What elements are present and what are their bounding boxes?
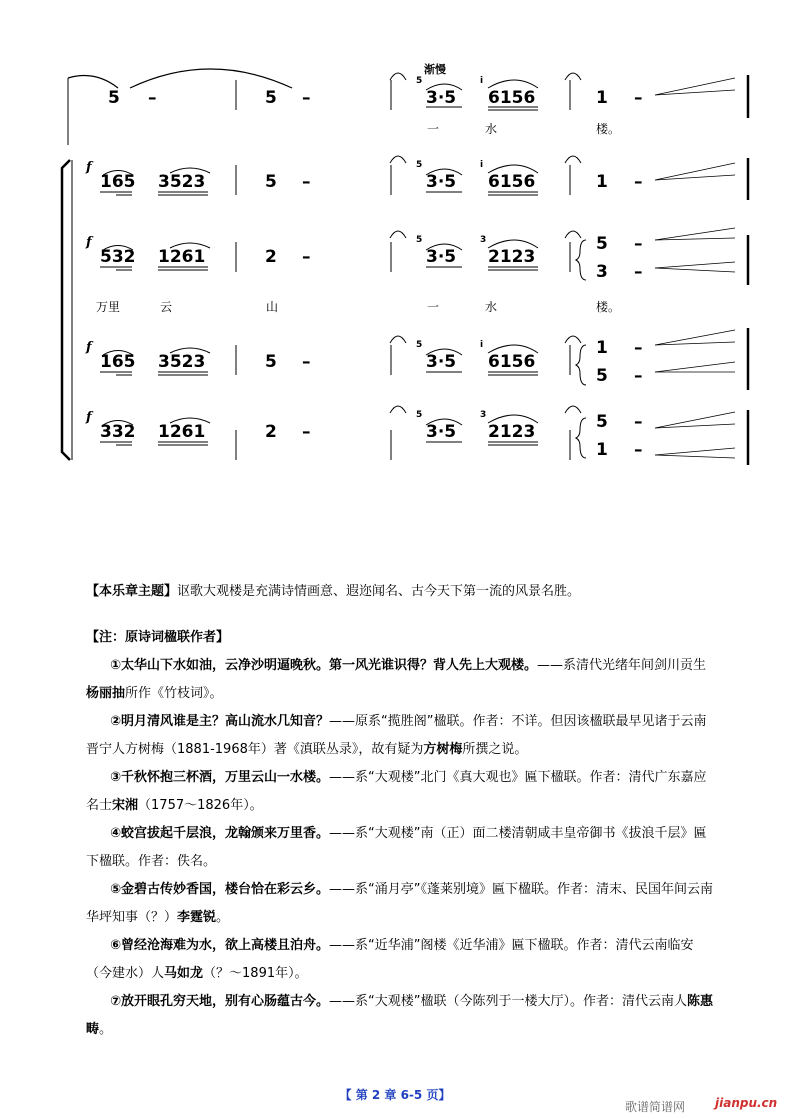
- lyric: 水: [485, 300, 498, 314]
- dash: –: [634, 262, 643, 282]
- note: 5: [596, 412, 608, 432]
- note-group: 3·5: [426, 352, 457, 372]
- note-group: 2123: [488, 422, 536, 442]
- grace-note: 5: [416, 340, 423, 350]
- page-footer: 【 第 2 章 6-5 页】: [339, 1088, 451, 1102]
- note-group: 3·5: [426, 247, 457, 267]
- lyric: 山: [266, 300, 279, 314]
- score-lines: [0, 0, 790, 480]
- note-group: 3·5: [426, 88, 457, 108]
- grace-note: i: [480, 160, 484, 170]
- grace-note: 5: [416, 235, 423, 245]
- note-item: ⑤金碧古传妙香国，楼台恰在彩云乡。——系“涌月亭”《蓬莱别境》匾下楹联。作者：清末、民国年间云南华坪知事（？）李霆锐。: [86, 882, 713, 925]
- watermark-url: jianpu.cn: [715, 1096, 778, 1110]
- note: 2: [265, 422, 277, 442]
- note: 3: [596, 262, 608, 282]
- lyric: 一: [427, 122, 440, 136]
- note: 2: [265, 247, 277, 267]
- dash: –: [634, 234, 643, 254]
- note-group: 6156: [488, 88, 536, 108]
- dynamic-mark: f: [86, 340, 92, 355]
- lyric: 楼。: [596, 300, 621, 314]
- note-group: 332: [100, 422, 136, 442]
- note: 5: [265, 172, 277, 192]
- theme-paragraph: [86, 578, 716, 606]
- grace-note: 3: [480, 410, 487, 420]
- note-group: 3·5: [426, 422, 457, 442]
- dash: –: [634, 172, 643, 192]
- dash: –: [634, 88, 643, 108]
- watermark-site: 歌谱简谱网: [625, 1100, 686, 1114]
- note-group: 165: [100, 172, 136, 192]
- dash: –: [634, 366, 643, 386]
- dynamic-mark: f: [86, 160, 92, 175]
- note-item: ②明月清风谁是主？高山流水几知音？——原系“揽胜阁”楹联。作者：不详。但因该楹联最早见诸于云南晋宁人方树梅（1881-1968年）著《滇联丛录》，故有疑为方树梅所撰之说。: [86, 714, 707, 757]
- notes-section: [86, 624, 716, 1044]
- note-item: ①太华山下水如油，云净沙明逼晚秋。第一风光谁识得？背人先上大观楼。——系清代光绪年间剑川贡生杨丽抽所作《竹枝词》。: [86, 658, 707, 701]
- grace-note: 3: [480, 235, 487, 245]
- grace-note: i: [480, 340, 484, 350]
- dynamic-mark: f: [86, 410, 92, 425]
- dash: –: [302, 247, 311, 267]
- note-group: 3523: [158, 352, 206, 372]
- theme-body: 讴歌大观楼是充满诗情画意、遐迩闻名、古今天下第一流的风景名胜。: [177, 584, 581, 599]
- dash: –: [302, 352, 311, 372]
- note: 5: [265, 88, 277, 108]
- note-item: ⑦放开眼孔穷天地，别有心肠蕴古今。——系“大观楼”楹联（今陈列于一楼大厅）。作者：清代云南人陈惠畴。: [86, 994, 714, 1037]
- dash: –: [634, 412, 643, 432]
- grace-note: i: [480, 76, 484, 86]
- grace-note: 5: [416, 410, 423, 420]
- note: 5: [596, 234, 608, 254]
- note: 1: [596, 338, 608, 358]
- note-group: 6156: [488, 352, 536, 372]
- note: 5: [108, 88, 120, 108]
- note: 5: [265, 352, 277, 372]
- note-item: ④蛟宫拔起千层浪，龙翰颁来万里香。——系“大观楼”南（正）面二楼清朝咸丰皇帝御书《拔浪千层》匾下楹联。作者：佚名。: [86, 826, 707, 869]
- note: 1: [596, 88, 608, 108]
- note: 5: [596, 366, 608, 386]
- note-group: 3523: [158, 172, 206, 192]
- dash: –: [634, 338, 643, 358]
- lyric: 楼。: [596, 122, 621, 136]
- note-item: ③千秋怀抱三杯酒，万里云山一水楼。——系“大观楼”北门《真大观也》匾下楹联。作者：清代广东嘉应名士宋湘（1757～1826年）。: [86, 770, 707, 813]
- note-group: 2123: [488, 247, 536, 267]
- dynamic-mark: f: [86, 235, 92, 250]
- note-group: 165: [100, 352, 136, 372]
- lyric: 云: [160, 300, 173, 314]
- dash: –: [634, 440, 643, 460]
- note: 1: [596, 172, 608, 192]
- dash: –: [302, 88, 311, 108]
- lyric: 水: [485, 122, 498, 136]
- grace-note: 5: [416, 160, 423, 170]
- dash: –: [148, 88, 157, 108]
- note-group: 1261: [158, 422, 206, 442]
- note: 1: [596, 440, 608, 460]
- lyric: 万里: [96, 300, 121, 314]
- note-item: ⑥曾经沧海难为水，欲上高楼且泊舟。——系“近华浦”阁楼《近华浦》匾下楹联。作者：清代云南临安（今建水）人马如龙（？～1891年）。: [86, 938, 694, 981]
- tempo-mark: 渐慢: [424, 63, 446, 76]
- music-score: [0, 0, 790, 480]
- note-group: 3·5: [426, 172, 457, 192]
- grace-note: 5: [416, 76, 423, 86]
- notes-header: 【注：原诗词楹联作者】: [86, 630, 230, 645]
- note-group: 6156: [488, 172, 536, 192]
- note-group: 1261: [158, 247, 206, 267]
- dash: –: [302, 172, 311, 192]
- note-group: 532: [100, 247, 136, 267]
- lyric: 一: [427, 300, 440, 314]
- dash: –: [302, 422, 311, 442]
- theme-label: 【本乐章主题】: [86, 584, 178, 599]
